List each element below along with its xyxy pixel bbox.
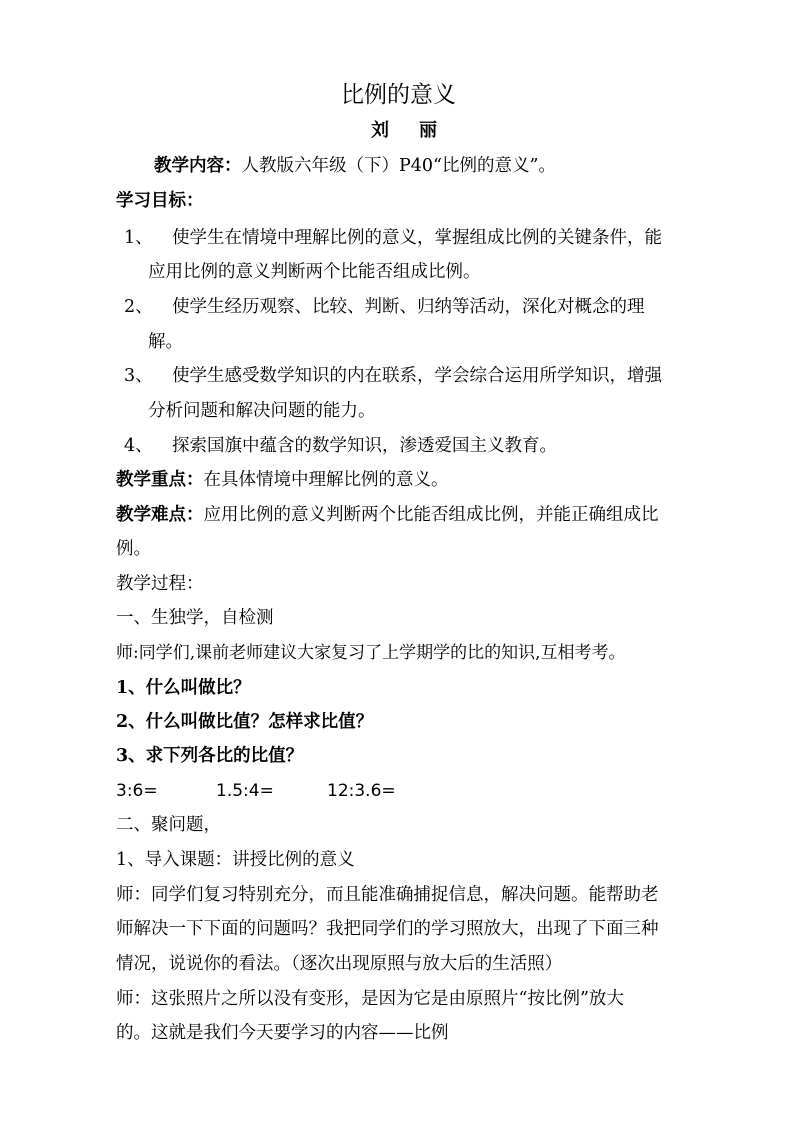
question: 1、什么叫做比？ [116,678,251,698]
objective-number: 1、 [124,228,153,248]
ratio-item: 12:3.6= [327,781,396,801]
difficult-point-cont: 例。 [116,539,151,559]
question: 3、求下列各比的比值？ [116,746,304,766]
author-name: 刘丽 [371,120,467,141]
teacher-paragraph-line: 情况，说说你的看法。（逐次出现原照与放大后的生活照） [116,954,563,974]
teaching-content-label: 教学内容： [154,156,242,176]
objective-number: 3、 [124,366,153,386]
document-title: 比例的意义 [341,82,456,108]
objectives-heading: 学习目标： [116,191,204,211]
difficult-point-text: 应用比例的意义判断两个比能否组成比例，并能正确组成比 [203,505,659,525]
ratio-item: 3:6= [116,781,158,801]
objective-number: 2、 [124,297,153,317]
objective-number: 4、 [124,436,153,456]
teaching-content [154,154,556,178]
difficult-point [116,503,659,527]
key-point [116,468,449,492]
objective-text: 使学生感受数学知识的内在联系，学会综合运用所学知识，增强 [172,366,662,386]
teacher-paragraph-line: 师：同学们复习特别充分，而且能准确捕捉信息，解决问题。能帮助老 [116,885,659,905]
teacher-paragraph-line: 的。这就是我们今天要学习的内容——比例 [116,1023,449,1043]
objective-text: 使学生在情境中理解比例的意义，掌握组成比例的关键条件，能 [172,228,662,248]
key-point-label: 教学重点： [116,470,204,490]
objective-text: 分析问题和解决问题的能力。 [148,401,376,421]
section1-heading: 一、生独学，自检测 [116,608,274,628]
teacher-paragraph-line: 师解决一下下面的问题吗？我把同学们的学习照放大，出现了下面三种 [116,919,659,939]
objective-text: 探索国旗中蕴含的数学知识，渗透爱国主义教育。 [172,436,557,456]
objective-text: 使学生经历观察、比较、判断、归纳等活动，深化对概念的理 [172,297,645,317]
process-heading: 教学过程： [116,574,204,594]
teacher-paragraph-line: 师：这张照片之所以没有变形，是因为它是由原照片“按比例”放大 [116,989,624,1009]
ratio-item: 1.5:4= [216,781,274,801]
subsection-heading: 1、导入课题：讲授比例的意义 [116,850,355,870]
question: 2、什么叫做比值？怎样求比值？ [116,712,374,732]
objective-text: 解。 [148,332,183,352]
key-point-text: 在具体情境中理解比例的意义。 [203,470,449,490]
teaching-content-text: 人教版六年级（下）P40“比例的意义”。 [241,156,556,176]
teacher-line: 师:同学们,课前老师建议大家复习了上学期学的比的知识,互相考考。 [116,643,626,663]
objective-text: 应用比例的意义判断两个比能否组成比例。 [148,262,481,282]
section2-heading: 二、聚问题， [116,815,221,835]
difficult-point-label: 教学难点： [116,505,204,525]
